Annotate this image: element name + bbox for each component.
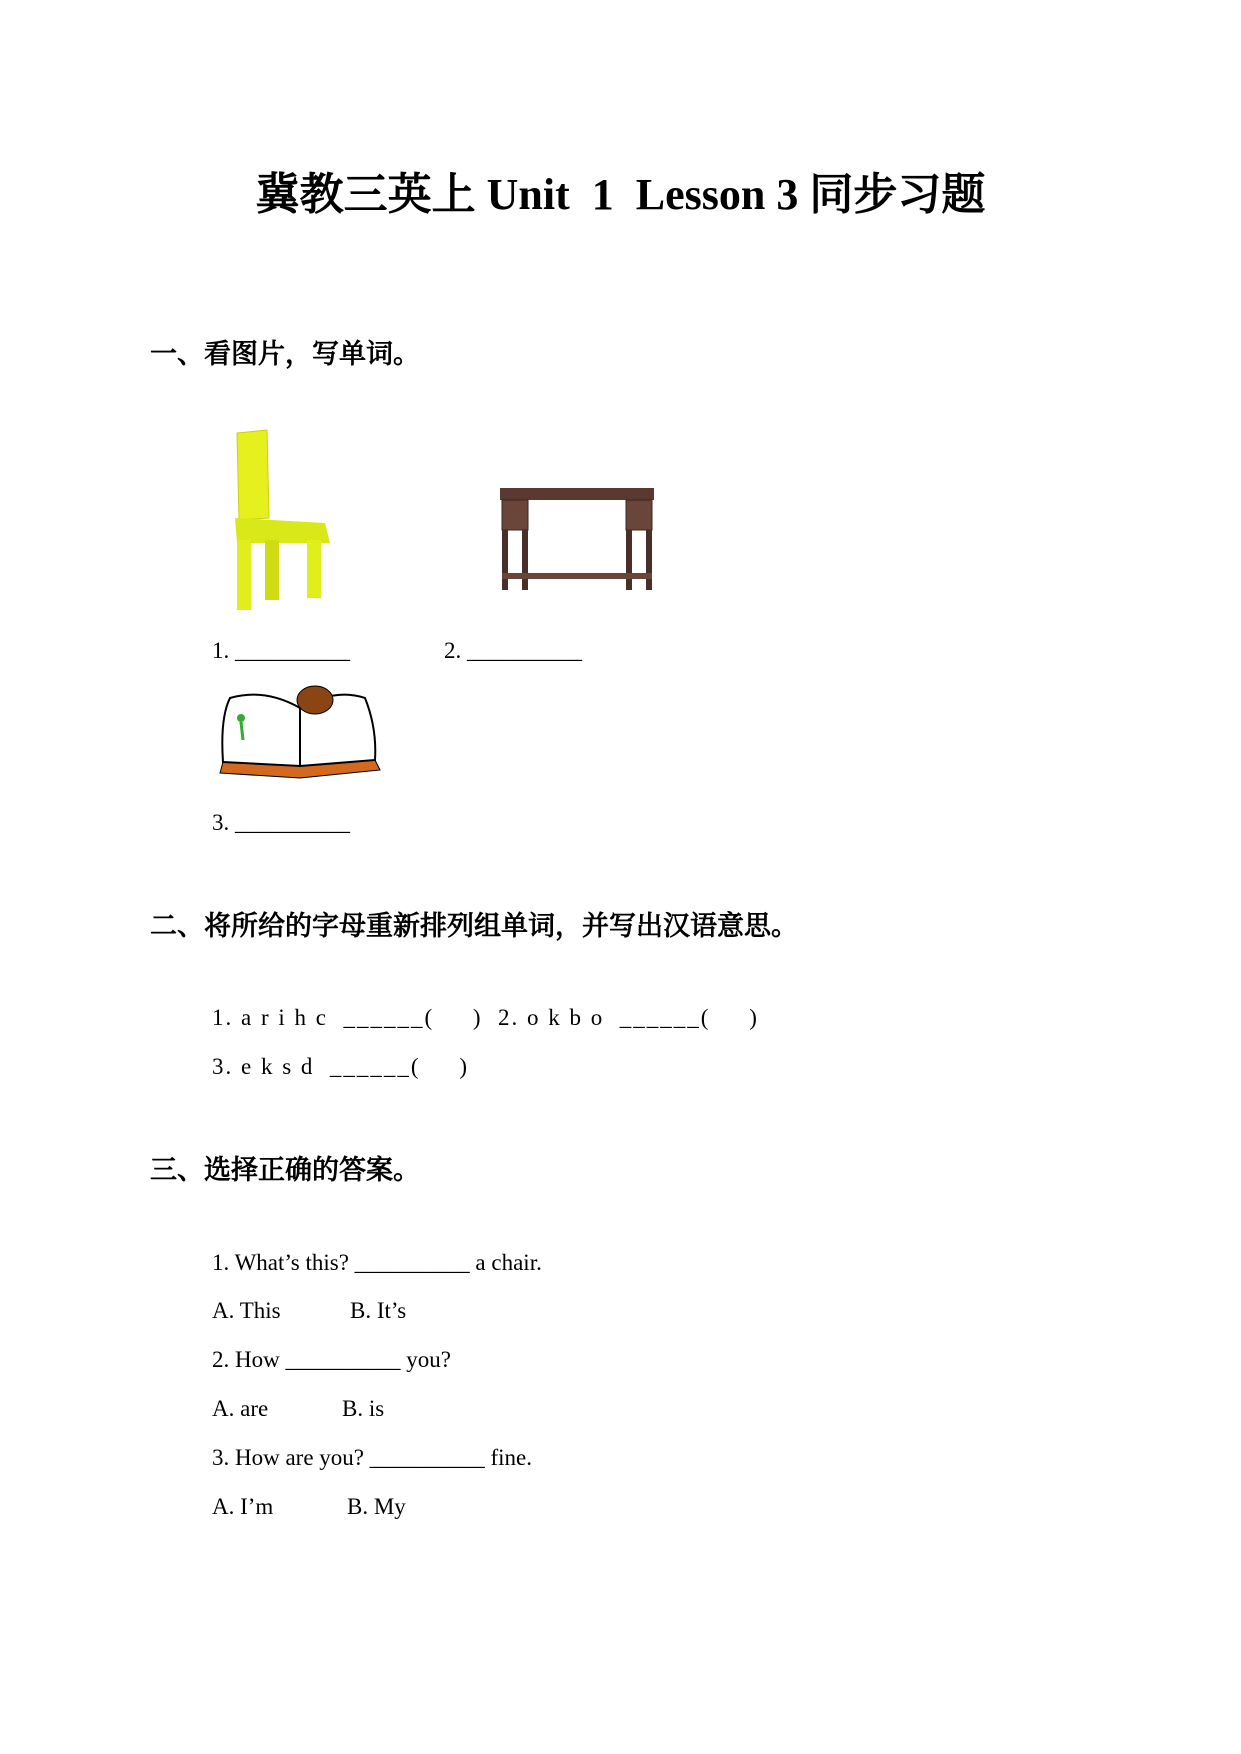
option-3a[interactable]: A. I’m xyxy=(212,1494,274,1519)
page-title: 冀教三英上 Unit 1 Lesson 3 同步习题 xyxy=(255,170,986,219)
option-2b[interactable]: B. is xyxy=(342,1396,385,1421)
section1-heading: 一、看图片，写单词。 xyxy=(150,339,420,369)
question-1: 1. What’s this? __________ a chair. xyxy=(212,1250,542,1275)
desk-icon xyxy=(498,483,658,613)
section3-heading: 三、选择正确的答案。 xyxy=(150,1155,420,1185)
unscramble-line-2[interactable]: 3. e k s d ______( ) xyxy=(212,1054,469,1079)
question-2: 2. How __________ you? xyxy=(212,1347,451,1372)
chair-icon xyxy=(225,428,345,613)
question-3: 3. How are you? __________ fine. xyxy=(212,1445,533,1470)
option-2a[interactable]: A. are xyxy=(212,1396,269,1421)
picture-answer-3[interactable]: 3. __________ xyxy=(212,810,350,835)
picture-answer-2[interactable]: 2. __________ xyxy=(444,638,582,663)
picture-answer-1[interactable]: 1. __________ xyxy=(212,638,350,663)
book-icon xyxy=(215,678,385,788)
unscramble-line-1[interactable]: 1. a r i h c ______( ) 2. o k b o ______( ) xyxy=(212,1005,759,1030)
option-1b[interactable]: B. It’s xyxy=(350,1298,407,1323)
option-3b[interactable]: B. My xyxy=(347,1494,406,1519)
option-1a[interactable]: A. This xyxy=(212,1298,281,1323)
section2-heading: 二、将所给的字母重新排列组单词，并写出汉语意思。 xyxy=(150,911,798,941)
